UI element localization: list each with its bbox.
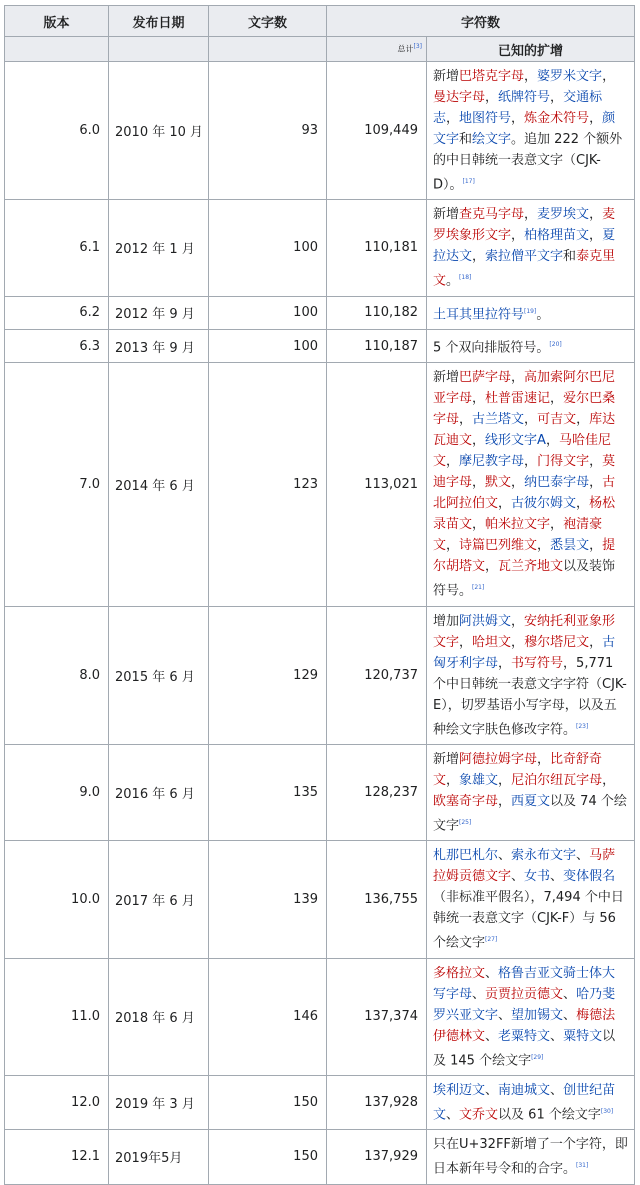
table-row — [5, 958, 635, 1075]
reference-link[interactable]: [25] — [459, 818, 472, 826]
additions-text: 、 — [498, 1007, 512, 1023]
table-row — [5, 200, 635, 296]
date-cell: 2012 年 9 月 — [109, 296, 209, 329]
reference-link[interactable]: [18] — [459, 274, 472, 282]
additions-text: 、 — [511, 869, 525, 885]
script-link[interactable]: 西夏文 — [511, 793, 551, 809]
script-link[interactable]: 杨松录苗文 — [433, 496, 616, 533]
additions-text: ， — [472, 391, 486, 407]
additions-text: 以及 74 个绘文字 — [433, 793, 627, 834]
additions-text: 以及 145 个绘文字 — [433, 1028, 616, 1068]
script-link[interactable]: 马萨拉姆贡德文字 — [433, 848, 616, 885]
additions-cell — [427, 62, 635, 200]
additions-text: ， — [524, 454, 538, 470]
additions-text: 新增 — [433, 370, 460, 386]
additions-text: 。追加 222 个额外的中日韩统一表意文字（CJK-D）。 — [433, 132, 623, 193]
additions-text: ， — [511, 111, 525, 126]
subheader-empty-date — [109, 37, 209, 62]
additions-text: 、 — [485, 965, 499, 981]
script-link[interactable]: 门得文字 — [537, 454, 590, 470]
script-link[interactable]: 梅德法伊德林文 — [433, 1007, 616, 1044]
version-cell: 12.1 — [5, 1130, 109, 1184]
script-link[interactable]: 札那巴札尔 — [433, 848, 499, 864]
additions-text: ， — [550, 517, 564, 533]
additions-text: ， — [602, 772, 616, 788]
additions-text: ， — [576, 412, 590, 428]
additions-cell — [427, 296, 635, 329]
additions-cell — [427, 744, 635, 840]
additions-text: 、 — [550, 1082, 564, 1098]
total-count-cell: 137,929 — [327, 1130, 427, 1184]
script-link[interactable]: 交通标志 — [433, 90, 603, 126]
script-link[interactable]: 老粟特文 — [498, 1028, 551, 1044]
additions-text: 、 — [576, 848, 590, 864]
additions-text: ， — [537, 538, 551, 554]
table-row — [5, 296, 635, 329]
scripts-count-cell: 93 — [209, 62, 327, 200]
date-cell: 2018 年 6 月 — [109, 958, 209, 1075]
total-label: 总计 — [397, 44, 414, 54]
script-link[interactable]: 阿洪姆文 — [459, 613, 512, 629]
script-link[interactable]: 莫迪字母 — [433, 454, 616, 491]
script-link[interactable]: 女书 — [524, 869, 551, 885]
additions-text: ， — [511, 370, 525, 386]
script-link[interactable]: 高加索阿尔巴尼亚字母 — [433, 370, 616, 407]
additions-text: ， — [511, 475, 525, 491]
table-row — [5, 744, 635, 840]
unicode-versions-table — [4, 5, 635, 1185]
header-row — [5, 6, 635, 37]
date-cell: 2015 年 6 月 — [109, 606, 209, 744]
version-cell: 10.0 — [5, 841, 109, 958]
additions-text: ，5,771 个中日韩统一表意文字字符（CJK-E），切罗基语小写字母，以及五种绘文字肤色修改字符。 — [433, 655, 627, 737]
version-cell: 11.0 — [5, 958, 109, 1075]
script-link[interactable]: 库达瓦迪文 — [433, 412, 616, 449]
additions-text: ， — [589, 634, 603, 650]
additions-text: ， — [446, 538, 460, 554]
script-link[interactable]: 杜普雷速记 — [485, 391, 551, 407]
version-cell: 7.0 — [5, 363, 109, 606]
date-header: 发布日期 — [109, 6, 209, 37]
script-link[interactable]: 格鲁吉亚文骑士体大写字母 — [433, 965, 616, 1002]
additions-text: 新增 — [433, 751, 460, 767]
additions-text: 、 — [446, 1107, 460, 1123]
date-cell: 2012 年 1 月 — [109, 200, 209, 296]
table-body — [5, 62, 635, 1185]
additions-text: 新增 — [433, 69, 460, 84]
additions-text: ， — [485, 559, 499, 575]
script-link[interactable]: 纳巴泰字母 — [524, 475, 590, 491]
table-row — [5, 606, 635, 744]
script-link[interactable]: 书写符号 — [511, 655, 564, 671]
script-link[interactable]: 地图符号 — [459, 111, 512, 126]
script-link[interactable]: 纸牌符号 — [498, 90, 551, 105]
additions-text: ， — [550, 391, 564, 407]
additions-cell — [427, 1075, 635, 1129]
additions-text: ， — [498, 496, 512, 512]
reference-link[interactable]: [29] — [531, 1053, 544, 1061]
additions-text: 5 个双向排版符号。 — [433, 340, 550, 356]
script-link[interactable]: 多格拉文 — [433, 965, 486, 981]
date-cell: 2017 年 6 月 — [109, 841, 209, 958]
additions-text: 。 — [536, 306, 550, 322]
total-count-cell: 110,181 — [327, 200, 427, 296]
total-count-cell: 128,237 — [327, 744, 427, 840]
date-cell: 2013 年 9 月 — [109, 329, 209, 362]
script-link[interactable]: 南迪城文 — [498, 1082, 551, 1098]
version-cell: 6.2 — [5, 296, 109, 329]
additions-text: ， — [446, 454, 460, 470]
additions-text: ， — [511, 634, 525, 650]
additions-text: 、 — [498, 848, 512, 864]
script-link[interactable]: 索永布文字 — [511, 848, 577, 864]
scripts-header: 文字数 — [209, 6, 327, 37]
date-cell: 2016 年 6 月 — [109, 744, 209, 840]
reference-link[interactable]: [20] — [549, 340, 562, 348]
characters-header: 字符数 — [327, 6, 635, 37]
known-additions-subheader: 已知的扩增 — [427, 37, 635, 62]
additions-text: ， — [459, 634, 473, 650]
additions-text: 和 — [459, 132, 473, 147]
script-link[interactable]: 马哈佳尼文 — [433, 433, 611, 470]
script-link[interactable]: 婆罗米文字 — [537, 69, 603, 84]
script-link[interactable]: 夏拉达文 — [433, 228, 616, 265]
script-link[interactable]: 粟特文 — [563, 1028, 603, 1044]
additions-text: ， — [459, 412, 473, 428]
additions-cell — [427, 329, 635, 362]
subheader-row — [5, 37, 635, 62]
script-link[interactable]: 埃利迈文 — [433, 1082, 486, 1098]
reference-link[interactable]: [27] — [485, 936, 498, 944]
reference-link[interactable]: [21] — [472, 584, 485, 592]
scripts-count-cell: 129 — [209, 606, 327, 744]
script-link[interactable]: 颜文字 — [433, 111, 616, 147]
script-link[interactable]: 望加锡文 — [511, 1007, 564, 1023]
table-row — [5, 363, 635, 606]
version-cell: 12.0 — [5, 1075, 109, 1129]
script-link[interactable]: 索拉僧平文字 — [485, 249, 564, 265]
script-link[interactable]: 爱尔巴桑字母 — [433, 391, 616, 428]
additions-text: ， — [511, 228, 525, 244]
date-cell: 2010 年 10 月 — [109, 62, 209, 200]
additions-text: ， — [472, 433, 486, 449]
script-link[interactable]: 巴塔克字母 — [459, 69, 525, 84]
version-header: 版本 — [5, 6, 109, 37]
additions-text: 、 — [550, 869, 564, 885]
scripts-count-cell: 135 — [209, 744, 327, 840]
additions-text: ， — [589, 454, 603, 470]
script-link[interactable]: 查克马字母 — [459, 207, 525, 223]
date-cell: 2019 年 3 月 — [109, 1075, 209, 1129]
total-count-cell: 110,187 — [327, 329, 427, 362]
additions-text: ， — [576, 496, 590, 512]
reference-link[interactable]: [17] — [462, 178, 475, 185]
additions-text: 、 — [485, 1028, 499, 1044]
script-link[interactable]: 穆尔塔尼文 — [524, 634, 590, 650]
additions-text: ， — [602, 69, 616, 84]
additions-text: 以及 61 个绘文字 — [498, 1107, 601, 1123]
additions-text: ， — [498, 793, 512, 809]
subheader-empty-version — [5, 37, 109, 62]
date-cell: 2014 年 6 月 — [109, 363, 209, 606]
scripts-count-cell: 123 — [209, 363, 327, 606]
additions-text: 、 — [550, 1028, 564, 1044]
script-link[interactable]: 哈乃斐罗兴亚文字 — [433, 986, 616, 1023]
additions-text: ， — [498, 655, 512, 671]
script-link[interactable]: 创世纪苗文 — [433, 1082, 616, 1123]
additions-text: 只在U+32FF新增了一个字符，即日本新年号令和的合字。 — [433, 1137, 628, 1177]
script-link[interactable]: 象雄文 — [459, 772, 499, 788]
script-link[interactable]: 瓦兰齐地文 — [498, 559, 564, 575]
reference-link[interactable]: [31] — [576, 1162, 589, 1170]
additions-text: （非标准平假名），7,494 个中日韩统一表意文字（CJK-F）与 56 个绘文字 — [433, 890, 624, 951]
total-count-cell: 109,449 — [327, 62, 427, 200]
additions-text: 、 — [472, 986, 486, 1002]
script-link[interactable]: 阿德拉姆字母 — [459, 751, 538, 767]
additions-text: 新增 — [433, 207, 460, 223]
table-row — [5, 841, 635, 958]
additions-text: 、 — [485, 1082, 499, 1098]
version-cell: 6.0 — [5, 62, 109, 200]
additions-text: ， — [498, 772, 512, 788]
additions-text: 。 — [446, 273, 460, 289]
script-link[interactable]: 袍清豪文 — [433, 517, 603, 554]
total-count-cell: 136,755 — [327, 841, 427, 958]
script-link[interactable]: 泰克里文 — [433, 249, 616, 289]
script-link[interactable]: 贡贾拉贡德文 — [485, 986, 564, 1002]
version-cell: 6.3 — [5, 329, 109, 362]
additions-text: 、 — [563, 986, 577, 1002]
additions-text: ， — [589, 207, 603, 223]
table-row — [5, 62, 635, 200]
additions-text: 增加 — [433, 613, 460, 629]
additions-text: ， — [589, 538, 603, 554]
table-row — [5, 1075, 635, 1129]
additions-text: ， — [524, 69, 538, 84]
additions-text: ， — [446, 111, 460, 126]
scripts-count-cell: 146 — [209, 958, 327, 1075]
version-cell: 6.1 — [5, 200, 109, 296]
scripts-count-cell: 100 — [209, 329, 327, 362]
reference-link[interactable]: [19] — [524, 307, 537, 315]
script-link[interactable]: 古北阿拉伯文 — [433, 475, 616, 512]
total-count-cell: 120,737 — [327, 606, 427, 744]
script-link[interactable]: 炼金术符号 — [524, 111, 590, 126]
additions-text: ， — [472, 249, 486, 265]
additions-text: ， — [550, 90, 564, 105]
script-link[interactable]: 摩尼教字母 — [459, 454, 525, 470]
date-cell: 2019年5月 — [109, 1130, 209, 1184]
reference-link[interactable]: [30] — [600, 1107, 614, 1115]
script-link[interactable]: 帕米拉文字 — [485, 517, 551, 533]
additions-text: ， — [485, 90, 499, 105]
script-link[interactable]: 巴萨字母 — [459, 370, 512, 386]
additions-text: ， — [524, 207, 538, 223]
additions-text: ， — [589, 228, 603, 244]
additions-text: ， — [589, 111, 603, 126]
script-link[interactable]: 绘文字 — [472, 132, 512, 147]
script-link[interactable]: 悉昙文 — [550, 538, 590, 554]
total-count-cell: 137,374 — [327, 958, 427, 1075]
script-link[interactable]: 可吉文 — [537, 412, 577, 428]
script-link[interactable]: 柏格理苗文 — [524, 228, 590, 244]
additions-cell — [427, 958, 635, 1075]
script-link[interactable]: 提尔胡塔文 — [433, 538, 616, 575]
additions-text: ， — [446, 772, 460, 788]
script-link[interactable]: 安纳托利亚象形文字 — [433, 613, 616, 650]
table-row — [5, 329, 635, 362]
total-count-cell: 137,928 — [327, 1075, 427, 1129]
additions-text: ， — [472, 475, 486, 491]
table-row — [5, 1130, 635, 1184]
script-link[interactable]: 线形文字A — [485, 433, 546, 449]
script-link[interactable]: 古彼尔姆文 — [511, 496, 577, 512]
additions-text: ， — [537, 751, 551, 767]
scripts-count-cell: 150 — [209, 1075, 327, 1129]
additions-cell — [427, 841, 635, 958]
script-link[interactable]: 欧塞奇字母 — [433, 793, 499, 809]
script-link[interactable]: 麦罗埃象形文字 — [433, 207, 616, 244]
additions-text: ， — [545, 433, 559, 449]
total-note-link[interactable]: [3] — [413, 43, 422, 51]
script-link[interactable]: 尼泊尔纽瓦字母 — [511, 772, 603, 788]
script-link[interactable]: 诗篇巴列维文 — [459, 538, 538, 554]
subheader-empty-scripts — [209, 37, 327, 62]
scripts-count-cell: 150 — [209, 1130, 327, 1184]
script-link[interactable]: 古兰塔文 — [472, 412, 525, 428]
script-link[interactable]: 变体假名 — [563, 869, 616, 885]
version-cell: 8.0 — [5, 606, 109, 744]
total-count-cell: 113,021 — [327, 363, 427, 606]
script-link[interactable]: 曼达字母 — [433, 90, 486, 105]
script-link[interactable]: 麦罗埃文 — [537, 207, 590, 223]
script-link[interactable]: 古匈牙利字母 — [433, 634, 616, 671]
additions-cell — [427, 200, 635, 296]
script-link[interactable]: 土耳其里拉符号 — [433, 306, 525, 322]
additions-text: 、 — [563, 1007, 577, 1023]
scripts-count-cell: 139 — [209, 841, 327, 958]
additions-text: 以及装饰符号。 — [433, 559, 616, 599]
script-link[interactable]: 比奇舒奇文 — [433, 751, 603, 788]
version-cell: 9.0 — [5, 744, 109, 840]
additions-text: ， — [524, 412, 538, 428]
additions-text: ， — [472, 517, 486, 533]
reference-link[interactable]: [23] — [576, 722, 589, 730]
additions-cell — [427, 1130, 635, 1184]
additions-text: ， — [511, 613, 525, 629]
additions-text: ， — [589, 475, 603, 491]
additions-cell — [427, 606, 635, 744]
scripts-count-cell: 100 — [209, 296, 327, 329]
total-subheader — [327, 37, 427, 62]
total-count-cell: 110,182 — [327, 296, 427, 329]
additions-text: 和 — [563, 249, 577, 265]
scripts-count-cell: 100 — [209, 200, 327, 296]
script-link[interactable]: 哈坦文 — [472, 634, 512, 650]
additions-cell — [427, 363, 635, 606]
script-link[interactable]: 文乔文 — [459, 1107, 499, 1123]
script-link[interactable]: 默文 — [485, 475, 512, 491]
